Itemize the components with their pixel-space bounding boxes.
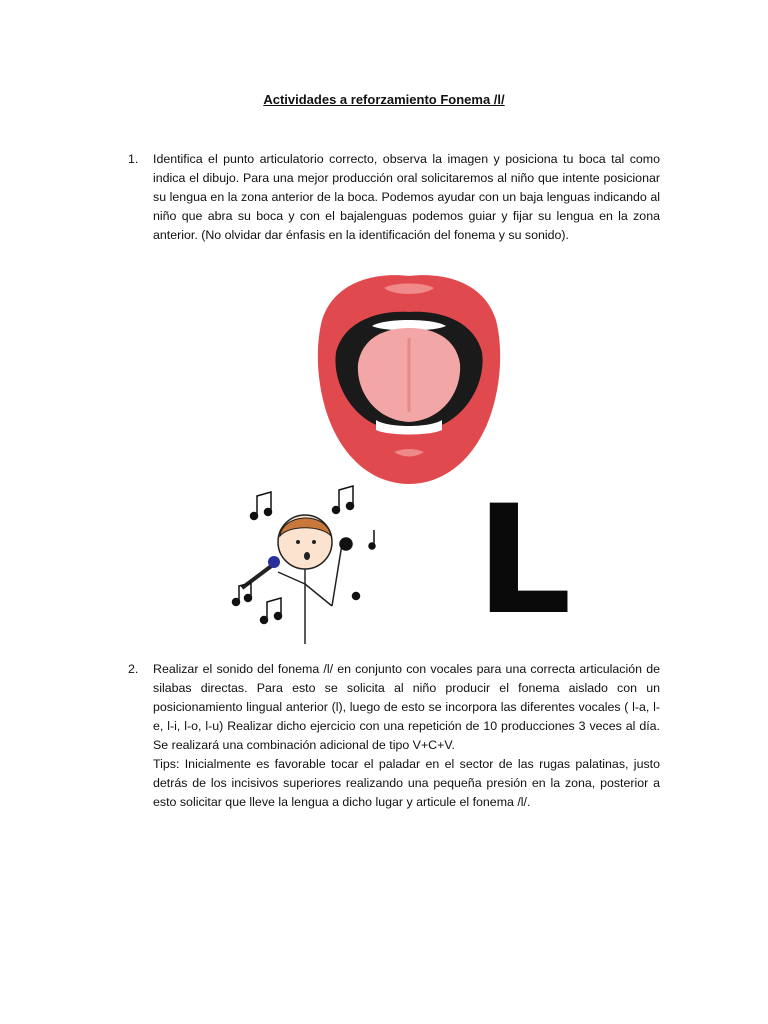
list-item (128, 660, 660, 812)
tips-paragraph: Tips: Inicialmente es favorable tocar el paladar en el sector de las rugas palatinas, justo detrás de los incisivos superiores realizando una pequeña presión en la zona, posterior a esto solicitar que lleve la lengua a dicho lugar y articule el fonema /l/. (153, 757, 660, 809)
list-item-body (153, 660, 660, 812)
paragraph: Realizar el sonido del fonema /l/ en conjunto con vocales para una correcta articulación de silabas directas. Para esto se solicita al niño producir el fonema aislado con un posicionamiento lingual anterior (l), luego de esto se incorpora las diferentes vocales ( l-a, l-e, l-i, l-o, l-u) Realizar dicho ejercicio con una repetición de 10 producciones 3 veces al día. Se realizará una combinación adicional de tipo V+C+V. (153, 662, 660, 752)
singing-child-illustration (228, 484, 388, 648)
list-item-body (153, 150, 660, 245)
list-item-number: 1. (128, 152, 139, 166)
paragraph: Identifica el punto articulatorio correcto, observa la imagen y posiciona tu boca tal como indica el dibujo. Para una mejor producción oral solicitaremos al niño que intente posicionar su lengua en la zona anterior de la boca. Podemos ayudar con un baja lenguas indicando al niño que abra su boca y con el bajalenguas podemos guiar y fijar su lengua en la zona anterior. (No olvidar dar énfasis en la identificación del fonema y su sonido). (153, 152, 660, 242)
document-title: Actividades a reforzamiento Fonema /l/ (263, 92, 505, 107)
list-item (128, 150, 660, 245)
open-mouth-illustration (314, 272, 504, 486)
list-item-number: 2. (128, 662, 139, 676)
phoneme-letter: L (476, 474, 572, 648)
